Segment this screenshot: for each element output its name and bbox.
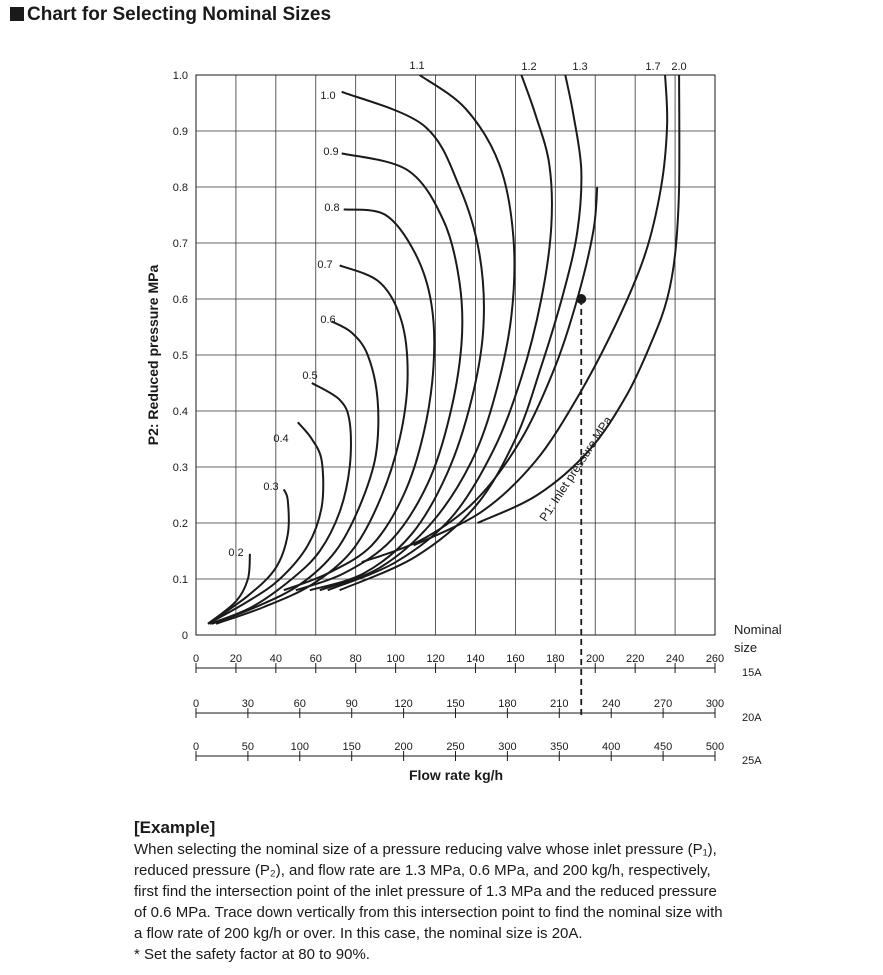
x-tick-label: 100	[290, 741, 309, 753]
x-tick-label: 500	[705, 741, 725, 753]
y-tick-label: 0	[181, 630, 188, 642]
x-tick-label: 0	[192, 698, 200, 710]
y-axis-label: P2: Reduced pressure MPa	[145, 264, 161, 446]
x-tick-label: 80	[349, 653, 362, 665]
x-tick-label: 240	[602, 698, 621, 710]
example-note: * Set the safety factor at 80 to 90%.	[134, 946, 370, 963]
example-line: a flow rate of 200 kg/h or over. In this case, the nominal size is 20A.	[134, 925, 583, 942]
nominal-size-header: size	[734, 640, 758, 655]
x-tick-label: 180	[546, 653, 565, 665]
curve-label: 0.8	[324, 202, 340, 214]
y-tick-label: 1.0	[172, 70, 188, 82]
x-tick-label: 260	[705, 653, 725, 665]
curve-label: 2.0	[671, 61, 687, 73]
curve-p1-1-7	[414, 75, 668, 545]
x-tick-label: 200	[586, 653, 605, 665]
x-tick-label: 0	[192, 741, 200, 753]
example-intersection-point	[576, 294, 586, 304]
y-tick-label: 0.5	[172, 350, 188, 362]
y-tick-label: 0.4	[172, 406, 188, 418]
y-tick-label: 0.7	[172, 238, 188, 250]
curve-p1-1-1	[320, 75, 515, 590]
curve-label: 0.5	[302, 370, 318, 382]
x-tick-label: 150	[342, 741, 361, 753]
example-line: first find the intersection point of the inlet pressure of 1.3 MPa and the reduced pressure	[134, 883, 717, 900]
example-line: When selecting the nominal size of a pressure reducing valve whose inlet pressure (P₁),	[134, 841, 717, 858]
y-tick-label: 0.3	[172, 462, 188, 474]
x-tick-label: 140	[466, 653, 485, 665]
page-title-text: Chart for Selecting Nominal Sizes	[27, 4, 332, 25]
curve-label: 1.3	[572, 61, 588, 73]
x-tick-label: 30	[241, 698, 255, 710]
curve-label: 1.2	[521, 61, 537, 73]
y-tick-label: 0.2	[172, 518, 188, 530]
example-line: of 0.6 MPa. Trace down vertically from this intersection point to find the nominal size with	[134, 904, 723, 921]
curve-label: 1.1	[409, 60, 425, 72]
example-section	[134, 817, 834, 965]
x-tick-label: 0	[192, 653, 200, 665]
nominal-size-header: Nominal	[734, 622, 782, 637]
x-tick-label: 400	[602, 741, 621, 753]
x-tick-label: 180	[498, 698, 517, 710]
x-tick-label: 150	[446, 698, 465, 710]
x-tick-label: 90	[345, 698, 358, 710]
x-tick-label: 250	[446, 741, 465, 753]
nominal-size-label: 20A	[742, 712, 762, 724]
x-tick-label: 450	[653, 741, 673, 753]
x-tick-label: 100	[386, 653, 405, 665]
x-tick-label: 300	[705, 698, 725, 710]
y-tick-label: 0.9	[172, 126, 188, 138]
curve-p1-0-9	[296, 153, 463, 590]
x-tick-label: 270	[653, 698, 673, 710]
inlet-pressure-label: P1: Inlet pressure MPa	[536, 413, 615, 524]
x-tick-label: 350	[550, 741, 569, 753]
curve-label: 0.7	[317, 259, 333, 271]
curve-label: 0.9	[323, 146, 339, 158]
nominal-size-label: 25A	[742, 755, 762, 767]
y-tick-label: 0.8	[172, 182, 188, 194]
x-tick-label: 160	[506, 653, 525, 665]
x-tick-label: 50	[241, 741, 255, 753]
x-tick-label: 200	[394, 741, 413, 753]
y-tick-label: 0.1	[172, 574, 188, 586]
x-tick-label: 120	[394, 698, 413, 710]
x-tick-label: 20	[229, 653, 243, 665]
x-tick-label: 240	[665, 653, 685, 665]
curve-label: 1.7	[645, 61, 661, 73]
x-tick-label: 60	[309, 653, 322, 665]
x-tick-label: 220	[625, 653, 645, 665]
example-line: reduced pressure (P₂), and flow rate are 1.3 MPa, 0.6 MPa, and 200 kg/h, respectively,	[134, 862, 711, 879]
y-tick-label: 0.6	[172, 294, 188, 306]
curve-label: 0.3	[263, 481, 279, 493]
curve-p1-0-3	[208, 489, 289, 623]
x-tick-label: 60	[293, 698, 306, 710]
x-axis-label: Flow rate kg/h	[408, 767, 504, 783]
example-heading: [Example]	[134, 818, 216, 837]
curve-label: 0.2	[228, 547, 244, 559]
x-tick-label: 120	[426, 653, 445, 665]
curve-label: 1.0	[320, 90, 336, 102]
x-tick-label: 300	[498, 741, 517, 753]
curve-label: 0.4	[273, 433, 289, 445]
x-tick-label: 40	[269, 653, 282, 665]
nominal-size-label: 15A	[742, 667, 762, 679]
curve-label: 0.6	[320, 314, 336, 326]
x-tick-label: 210	[550, 698, 569, 710]
